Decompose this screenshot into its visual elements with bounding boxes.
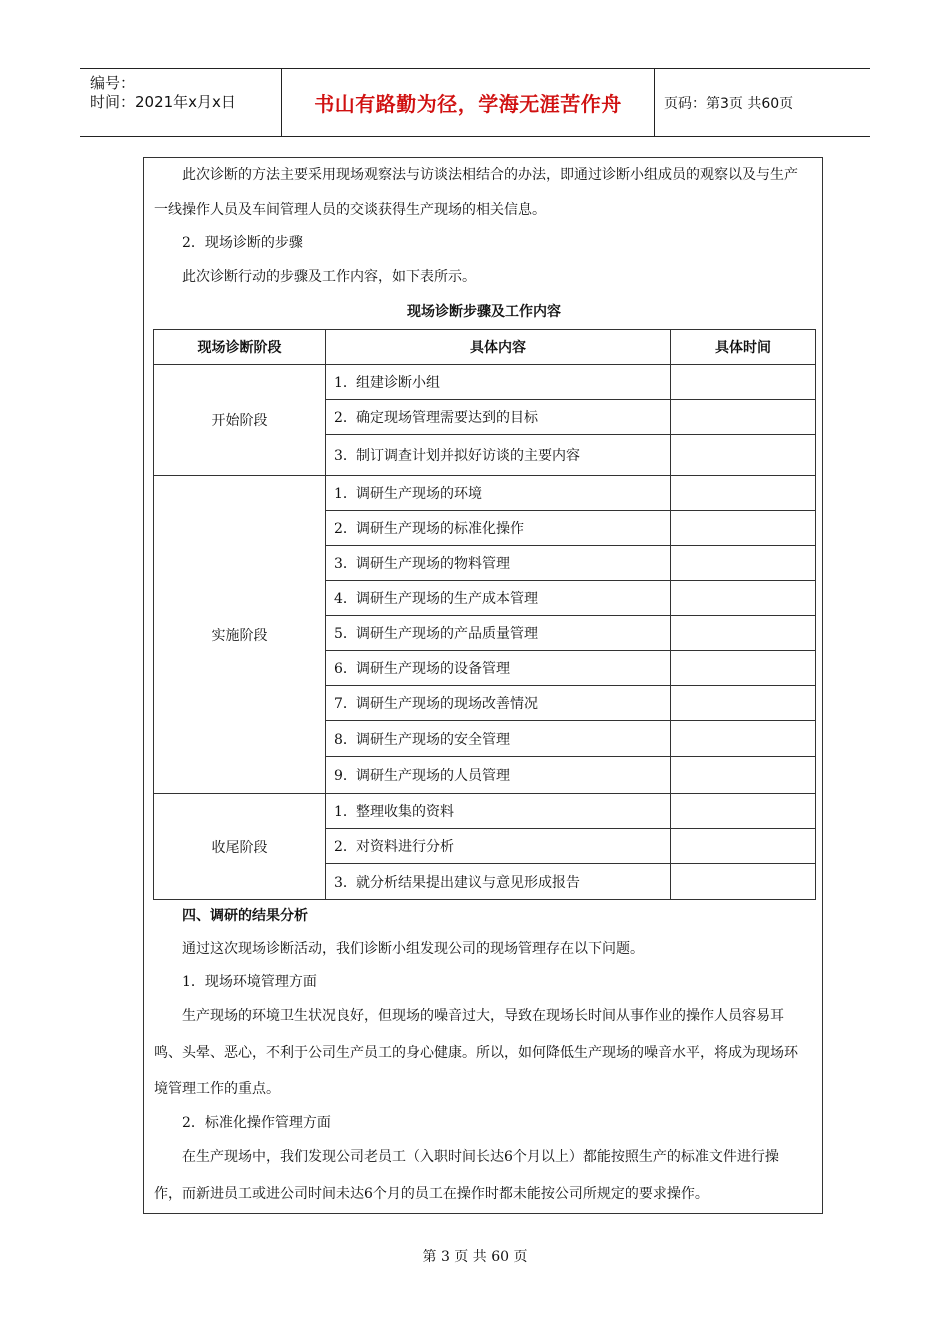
item-number: 3． <box>334 448 357 464</box>
column-header-stage: 现场诊断阶段 <box>154 330 326 365</box>
heading-diagnosis-steps: 2．现场诊断的步骤 <box>182 235 303 251</box>
time-cell <box>671 365 816 400</box>
page-footer: 第 3 页 共 60 页 <box>422 1249 528 1265</box>
time-cell <box>671 829 816 864</box>
item-number: 2． <box>334 410 357 426</box>
table-caption: 现场诊断步骤及工作内容 <box>407 304 561 320</box>
time-cell <box>671 400 816 435</box>
time-cell <box>671 757 816 794</box>
diagnosis-steps-table <box>153 329 816 900</box>
content-cell <box>326 616 671 651</box>
item-text: 调研生产现场的生产成本管理 <box>356 591 538 607</box>
content-cell <box>326 476 671 511</box>
item-text: 整理收集的资料 <box>356 804 454 820</box>
time-cell <box>671 651 816 686</box>
table-row <box>154 476 816 511</box>
heading-environment: 1．现场环境管理方面 <box>182 974 317 990</box>
item-text: 就分析结果提出建议与意见形成报告 <box>356 874 580 891</box>
item-number: 3． <box>334 556 357 572</box>
header-meta <box>80 69 281 136</box>
time-cell <box>671 511 816 546</box>
time-cell <box>671 546 816 581</box>
time-cell <box>671 616 816 651</box>
item-number: 2． <box>334 521 357 537</box>
paragraph-method-line2: 一线操作人员及车间管理人员的交谈获得生产现场的相关信息。 <box>154 202 546 218</box>
time-cell <box>671 435 816 476</box>
heading-standardization: 2．标准化操作管理方面 <box>182 1115 331 1131</box>
paragraph-environment-line1: 生产现场的环境卫生状况良好，但现场的噪音过大，导致在现场长时间从事作业的操作人员容易耳 <box>182 1008 784 1024</box>
content-cell <box>326 721 671 757</box>
section-heading-results: 四、调研的结果分析 <box>182 908 308 924</box>
content-cell <box>326 651 671 686</box>
paragraph-method-line1: 此次诊断的方法主要采用现场观察法与访谈法相结合的办法，即通过诊断小组成员的观察以及与生产 <box>182 167 798 183</box>
paragraph-standardization-line2: 作，而新进员工或进公司时间未达6个月的员工在操作时都未能按公司所规定的要求操作。 <box>154 1186 709 1202</box>
item-number: 7． <box>334 696 357 712</box>
paragraph-results-intro: 通过这次现场诊断活动，我们诊断小组发现公司的现场管理存在以下问题。 <box>182 941 644 957</box>
content-cell <box>326 581 671 616</box>
time-cell <box>671 476 816 511</box>
item-text: 调研生产现场的人员管理 <box>356 768 510 784</box>
table-row <box>154 365 816 400</box>
item-text: 调研生产现场的产品质量管理 <box>356 626 538 642</box>
time-cell <box>671 794 816 829</box>
item-number: 3． <box>334 874 357 891</box>
content-cell <box>326 400 671 435</box>
item-text: 调研生产现场的物料管理 <box>356 556 510 572</box>
item-text: 组建诊断小组 <box>356 375 440 391</box>
item-text: 制订调查计划并拟好访谈的主要内容 <box>356 448 580 464</box>
stage-cell-closing: 收尾阶段 <box>154 794 326 900</box>
paragraph-standardization-line1: 在生产现场中，我们发现公司老员工（入职时间长达6个月以上）都能按照生产的标准文件进行操 <box>182 1149 779 1165</box>
item-text: 调研生产现场的设备管理 <box>356 661 510 677</box>
item-text: 对资料进行分析 <box>356 839 454 855</box>
item-number: 6． <box>334 661 357 677</box>
stage-cell-start: 开始阶段 <box>154 365 326 476</box>
item-number: 9． <box>334 768 357 784</box>
table-row <box>154 794 816 829</box>
column-header-content: 具体内容 <box>326 330 671 365</box>
document-number-label: 编号： <box>90 74 136 92</box>
item-number: 1． <box>334 804 357 820</box>
item-number: 1． <box>334 486 357 502</box>
item-number: 1． <box>334 375 357 391</box>
content-frame <box>143 157 823 1214</box>
page-header <box>80 68 870 137</box>
paragraph-steps-intro: 此次诊断行动的步骤及工作内容，如下表所示。 <box>182 269 476 285</box>
time-cell <box>671 864 816 900</box>
content-cell <box>326 511 671 546</box>
item-text: 确定现场管理需要达到的目标 <box>356 410 538 426</box>
table-header-row <box>154 330 816 365</box>
content-cell <box>326 829 671 864</box>
content-cell <box>326 546 671 581</box>
header-motto: 书山有路勤为径，学海无涯苦作舟 <box>314 92 622 116</box>
content-cell <box>326 435 671 476</box>
content-cell <box>326 864 671 900</box>
content-cell <box>326 365 671 400</box>
item-text: 调研生产现场的现场改善情况 <box>356 696 538 712</box>
paragraph-environment-line3: 境管理工作的重点。 <box>154 1081 280 1097</box>
content-cell <box>326 686 671 721</box>
content-cell <box>326 757 671 794</box>
header-page-info: 页码：第3页 共60页 <box>664 95 794 112</box>
time-cell <box>671 721 816 757</box>
document-date: 时间：2021年x月x日 <box>90 93 236 111</box>
item-text: 调研生产现场的环境 <box>356 486 482 502</box>
item-number: 4． <box>334 591 357 607</box>
paragraph-environment-line2: 鸣、头晕、恶心，不利于公司生产员工的身心健康。所以，如何降低生产现场的噪音水平，将成为现场环 <box>154 1045 798 1061</box>
stage-cell-implementation: 实施阶段 <box>154 476 326 794</box>
column-header-time: 具体时间 <box>671 330 816 365</box>
header-motto-cell <box>281 69 655 136</box>
item-number: 8． <box>334 731 357 748</box>
time-cell <box>671 686 816 721</box>
item-text: 调研生产现场的标准化操作 <box>356 521 524 537</box>
item-number: 2． <box>334 839 357 855</box>
time-cell <box>671 581 816 616</box>
content-cell <box>326 794 671 829</box>
item-text: 调研生产现场的安全管理 <box>356 731 510 748</box>
item-number: 5． <box>334 626 357 642</box>
